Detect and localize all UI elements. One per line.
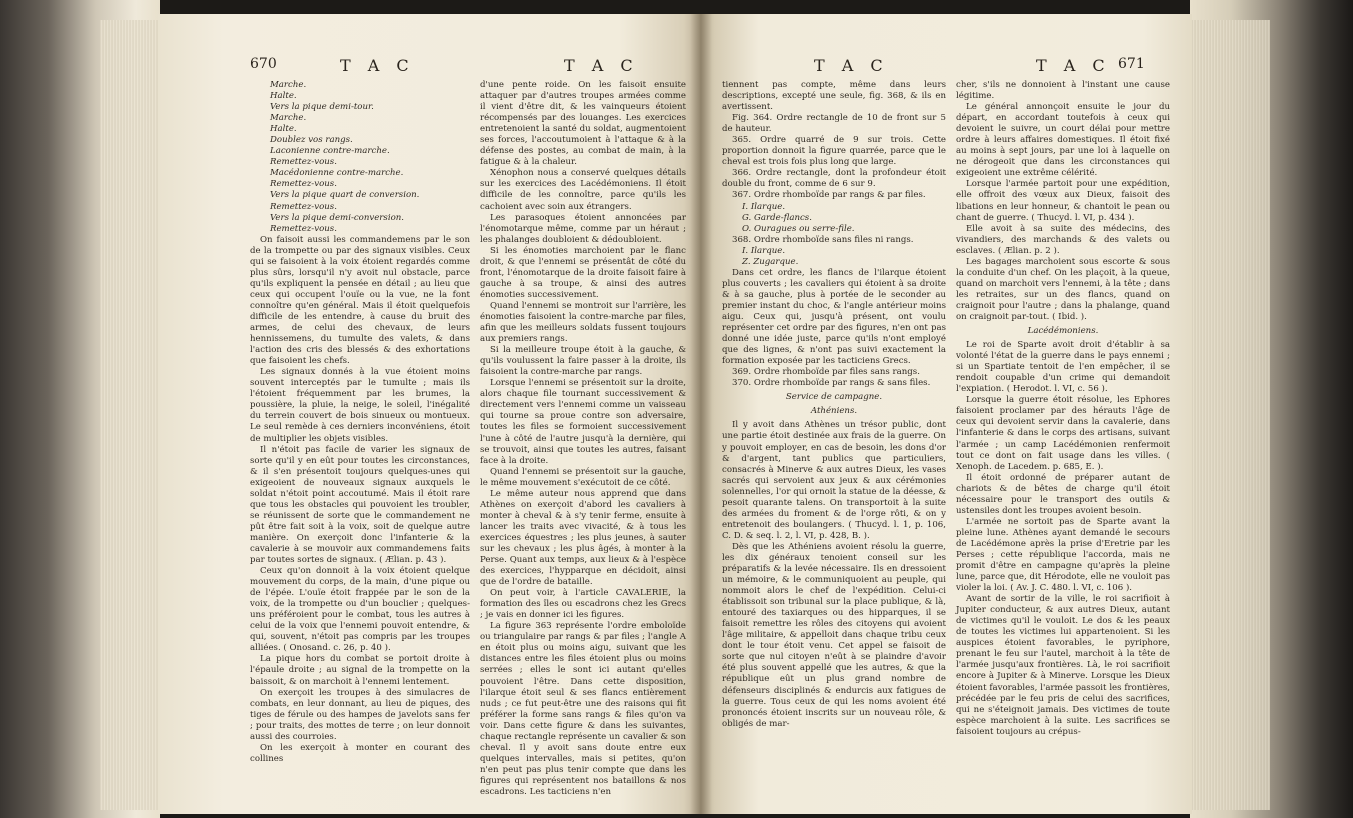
left-running-head: T A C — [340, 56, 415, 75]
paragraph: Le roi de Sparte avoit droit d'établir à sa volonté l'état de la guerre dans le pays ennemi ; si un Spartiate tentoit de l'en empêcher, il se rendoit coupable d'un crime qui demandoit l'expiation. ( Herodot. l. VI, c. 56 ). — [956, 340, 1170, 395]
right-running-head-left: T A C — [814, 56, 889, 75]
paragraph: Les parasoques étoient annoncées par l'énomotarque même, comme par un héraut ; les phalanges doubloient & dédoubloient. — [480, 212, 686, 245]
page-edges-right — [1180, 20, 1270, 810]
paragraph: Le général annonçoit ensuite le jour du départ, en accordant toutefois à ceux qui devoient le suivre, un court délai pour mettre ordre à leurs affaires domestiques. Il étoit fixé au moins à sept jours, par une loi à laquelle on ne dérogeoit que dans les circonstances qui exigeoient une extrême célérité. — [956, 102, 1170, 179]
paragraph: Le même auteur nous apprend que dans Athènes on exerçoit d'abord les cavaliers à monter à cheval & à s'y tenir ferme, ensuite à lancer les traits avec vivacité, & à tous les exercices équestres ; les plus jeunes, à sauter sur les chevaux ; les plus âgés, à monter à la Perse. Quant aux temps, aux lieux & à l'espèce des exercices, l'hypparque en décidoit, ainsi que de l'ordre de bataille. — [480, 488, 686, 588]
command-line: Marche. — [270, 113, 307, 124]
right-page — [700, 14, 1192, 814]
left-running-head-right: T A C — [564, 56, 639, 75]
paragraph: 367. Ordre rhomboïde par rangs & par files. — [732, 190, 926, 201]
paragraph: Elle avoit à sa suite des médecins, des vivandiers, des marchands & des valets ou esclaves. ( Ælian. p. 2 ). — [956, 223, 1170, 256]
section-heading: Service de campagne. — [785, 392, 883, 403]
paragraph: Les signaux donnés à la vue étoient moins souvent interceptés par le tumulte ; mais ils l'étoient fréquemment par les brumes, la poussière, la pluie, la neige, le soleil, l'inégalité du terrein couvert de bois sinueux ou montueux. Le seul remède à ces derniers inconvéniens, étoit de multiplier les objets visibles. — [250, 367, 470, 444]
paragraph: d'une pente roide. On les faisoit ensuite attaquer par d'autres troupes armées comme il vient d'être dit, & les vainqueurs étoient récompensés par des louanges. Les exercices entretenoient la santé du soldat, augmentoient ses forces, l'accoutumoient à l'attaque & à la défense des postes, au combat de main, à la fatigue & à la chaleur. — [480, 80, 686, 168]
book-gutter — [690, 14, 712, 814]
command-line: G. Garde-flancs. — [742, 212, 812, 223]
paragraph: Avant de sortir de la ville, le roi sacrifioit à Jupiter conducteur, & aux autres Dieux, autant de victimes qu'il le vouloit. Le dos & les peaux de toutes les victimes lui appartenoient. Si les auspices étoient favorables, le pyriphore, prenant le feu sur l'autel, marchoit à la tête de l'armée jusqu'aux frontières. Là, le roi sacrifioit encore à Jupiter & à Minerve. Lorsque les Dieux étoient favorables, l'armée passoit les frontières, précédée par le feu pris de celui des sacrifices, qui ne s'éteignoit jamais. Des victimes de toute espèce marchoient à la suite. Les sacrifices se faisoient toujours au crépus- — [956, 594, 1170, 737]
section-heading: Athéniens. — [810, 406, 858, 417]
command-line: Z. Zugarque. — [742, 256, 799, 267]
section-heading: Lacédémoniens. — [1027, 326, 1099, 337]
command-line: Remettez-vous. — [270, 223, 337, 234]
paragraph: On faisoit aussi les commandemens par le son de la trompette ou par des signaux visibles. Ceux qui se faisoient à la voix étoient regardés comme plus sûrs, lorsqu'il n'y avoit nul obstacle, parce qu'ils expliquent la pensée en détail ; au lieu que ceux qui occupent l'ouïe ou la vue, ne la font connoître qu'en général. Mais il étoit quelquefois difficile de les entendre, à cause du bruit des armes, de celui des chevaux, de leurs hennissemens, du tumulte des valets, & dans l'action des cris des blessés & des exhortations que faisoient les chefs. — [250, 234, 470, 367]
command-line: Marche. — [270, 80, 307, 90]
command-line: Vers la pique demi-tour. — [270, 102, 374, 113]
paragraph: Ceux qu'on donnoit à la voix étoient quelque mouvement du corps, de la main, d'une pique ou de l'épée. L'ouïe étoit frappée par le son de la voix, de la trompette ou d'un bouclier ; quelques-uns préféroient pour le combat, tous les autres à celui de la voix que l'ennemi pouvoit entendre, & qui, souvent, n'étoit pas compris par les troupes alliées. ( Onosand. c. 26, p. 40 ). — [250, 566, 470, 654]
left-page-column-1 — [250, 80, 470, 765]
paragraph: On les exerçoit à monter en courant des collines — [250, 742, 470, 764]
paragraph: Il n'étoit pas facile de varier les signaux de sorte qu'il y en eût pour toutes les circonstances, & il s'en présentoit toujours quelques-unes qui exigeoient de nouveaux signaux auxquels le soldat n'étoit point accoutumé. Mais il étoit rare que tous les obstacles qui pouvoient les troubler, se réunissent de sorte que le commandement ne pût être fait soit à la voix, soit de quelque autre manière. On exerçoit donc l'infanterie & la cavalerie à se mouvoir aux commandemens faits par toutes sortes de signaux. ( Ælian. p. 43 ). — [250, 444, 470, 566]
paragraph: Il étoit ordonné de préparer autant de chariots & de bêtes de charge qu'il étoit nécessaire pour le transport des outils & ustensiles dont les troupes avoient besoin. — [956, 472, 1170, 516]
left-page-header — [158, 56, 700, 78]
command-line: Halte. — [270, 124, 297, 135]
paragraph: Quand l'ennemi se montroit sur l'arrière, les énomoties faisoient la contre-marche par files, afin que les meilleurs soldats fussent toujours aux premiers rangs. — [480, 300, 686, 345]
paragraph: Quand l'ennemi se présentoit sur la gauche, le même mouvement s'exécutoit de ce côté. — [480, 466, 686, 488]
paragraph: Il y avoit dans Athènes un trésor public, dont une partie étoit destinée aux frais de la guerre. On y pouvoit employer, en cas de besoin, les dons d'or & d'argent, tant publics que particuliers, consacrés à Minerve & aux autres Dieux, les vases sacrés qui servoient aux jeux & aux cérémonies solennelles, l'or qui ornoit la statue de la déesse, & pesoit quarante talens. On transportoit à la suite des armées du froment & de l'orge rôti, & on y entretenoit des boulangers. ( Thucyd. l. 1, p. 106, C. D. & seq. l. 2, l. VI, p. 428, B. ). — [722, 420, 946, 541]
paragraph: Si les énomoties marchoient par le flanc droit, & que l'ennemi se présentât de côté du front, l'énomotarque de la droite faisoit faire à gauche à sa troupe, & ainsi des autres énomoties successivement. — [480, 245, 686, 300]
right-page-number: 671 — [1118, 56, 1145, 72]
command-line: Doublez vos rangs. — [270, 135, 353, 146]
command-line: Remettez-vous. — [270, 179, 337, 190]
right-page-column-2 — [956, 80, 1170, 738]
paragraph: 368. Ordre rhomboïde sans files ni rangs. — [732, 234, 914, 245]
paragraph: Si la meilleure troupe étoit à la gauche, & qu'ils voulussent la faire passer à la droite, ils faisoient la contre-marche par rangs. — [480, 345, 686, 378]
command-line: Vers la pique demi-conversion. — [270, 212, 405, 223]
right-page-header — [700, 56, 1192, 78]
paragraph: La pique hors du combat se portoit droite à l'épaule droite ; au signal de la trompette on la baissoit, & on marchoit à l'ennemi lentement. — [250, 654, 470, 687]
command-line: I. Ilarque. — [742, 245, 786, 256]
command-line: Remettez-vous. — [270, 157, 337, 168]
paragraph: cher, s'ils ne donnoient à l'instant une cause légitime. — [956, 80, 1170, 102]
paragraph: Les bagages marchoient sous escorte & sous la conduite d'un chef. On les plaçoit, à la queue, quand on marchoit vers l'ennemi, à la tête ; dans les retraites, sur un des flancs, quand on craignoit pour l'autre ; dans la phalange, quand on craignoit par-tout. ( Ibid. ). — [956, 256, 1170, 322]
command-line: Macédonienne contre-marche. — [270, 168, 404, 179]
paragraph: Lorsque l'armée partoit pour une expédition, elle offroit des vœux aux Dieux, faisoit des libations en leur honneur, & chantoit le pean ou chant de guerre. ( Thucyd. l. VI, p. 434 ). — [956, 179, 1170, 223]
paragraph: tiennent pas compte, même dans leurs descriptions, excepté une seule, fig. 368, & ils en avertissent. — [722, 80, 946, 113]
paragraph: 366. Ordre rectangle, dont la profondeur étoit double du front, comme de 6 sur 9. — [722, 168, 946, 190]
paragraph: Dès que les Athéniens avoient résolu la guerre, les dix généraux tenoient conseil sur les préparatifs & la levée nécessaire. Ils en dressoient un mémoire, & le communiquoient au peuple, qui nommoit alors le chef de l'expédition. Celui-ci établissoit son tribunal sur la place publique, & là, entouré des taxiarques ou des hipparques, il se faisoit remettre les rôles des citoyens qui avoient l'âge militaire, & appelloit dans chaque tribu ceux dont le tour étoit venu. Cet appel se faisoit de sorte que nul citoyen n'eût à se plaindre d'avoir été plus souvent appellé que les autres, & que la république eût un plus grand nombre de défenseurs disciplinés & endurcis aux fatigues de la guerre. Tous ceux de qui les noms avoient été prononcés étoient inscrits sur un nouveau rôle, & obligés de mar- — [722, 541, 946, 729]
command-line: Vers la pique quart de conversion. — [270, 190, 420, 201]
command-line: I. Ilarque. — [742, 201, 786, 212]
left-page-column-2 — [480, 80, 686, 798]
paragraph: La figure 363 représente l'ordre emboloïde ou triangulaire par rangs & par files ; l'angle A en étoit plus ou moins aigu, suivant que les distances entre les files étoient plus ou moins serrées ; elles le sont ici autant qu'elles pouvoient l'être. Dans cette disposition, l'ilarque étoit seul & ses flancs entièrement nuds ; ce fut peut-être une des raisons qui fit préférer la forme sans rangs & files qu'on va voir. Dans cette figure & dans les suivantes, chaque rectangle représente un cavalier & son cheval. Il y avoit sans doute entre eux quelques intervalles, mais si petites, qu'on n'en peut pas plus tenir compte que dans les figures qui représentent nos bataillons & nos escadrons. Les tacticiens n'en — [480, 621, 686, 797]
paragraph: 365. Ordre quarré de 9 sur trois. Cette proportion donnoit la figure quarrée, parce que le cheval est trois fois plus long que large. — [722, 135, 946, 168]
paragraph: On exerçoit les troupes à des simulacres de combats, en leur donnant, au lieu de piques, des tiges de férule ou des hampes de javelots sans fer ; pour traits, des mottes de terre ; on leur donnoit aussi des courroies. — [250, 687, 470, 742]
paragraph: Lorsque la guerre étoit résolue, les Ephores faisoient proclamer par des hérauts l'âge de ceux qui devoient servir dans la cavalerie, dans l'infanterie & dans le corps des artisans, suivant l'armée ; un camp Lacédémonien renfermoit tout ce dont on fait usage dans les villes. ( Xenoph. de Lacedem. p. 685, E. ). — [956, 395, 1170, 472]
paragraph: Lorsque l'ennemi se présentoit sur la droite, alors chaque file tournant successivement & directement vers l'ennemi comme un vaisseau qui tourne sa proue contre son adversaire, toutes les files se formoient successivement l'une à côté de l'autre jusqu'à la dernière, qui se trouvoit, ainsi que toutes les autres, faisant face à la droite. — [480, 378, 686, 466]
command-line: O. Ouragues ou serre-file. — [742, 223, 855, 234]
right-running-head: T A C — [1036, 56, 1111, 75]
command-line: Remettez-vous. — [270, 201, 337, 212]
paragraph: Dans cet ordre, les flancs de l'ilarque étoient plus couverts ; les cavaliers qui étoient à sa droite & à sa gauche, plus à portée de le seconder au premier instant du choc, & l'angle antérieur moins aigu. Ceux qui, jusqu'à présent, ont voulu représenter cet ordre par des figures, n'en ont pas donné une idée juste, parce qu'ils n'ont employé que des lignes, & n'ont pas suivi exactement la formation exposée par les tacticiens Grecs. — [722, 267, 946, 367]
paragraph: Fig. 364. Ordre rectangle de 10 de front sur 5 de hauteur. — [722, 113, 946, 135]
command-line: Laconienne contre-marche. — [270, 146, 390, 157]
command-line: Halte. — [270, 91, 297, 102]
right-page-column-1 — [722, 80, 946, 730]
left-page-number: 670 — [250, 56, 277, 72]
paragraph: L'armée ne sortoit pas de Sparte avant la pleine lune. Athènes ayant demandé le secours de Lacédémone après la prise d'Eretrie par les Perses ; cette république l'accorda, mais ne promit d'être en campagne qu'après la pleine lune, parce que, dit Hérodote, elle ne vouloit pas violer la loi. ( Av. J. C. 480. l. VI, c. 106 ). — [956, 516, 1170, 594]
paragraph: 370. Ordre rhomboïde par rangs & sans files. — [732, 378, 931, 389]
paragraph: Xénophon nous a conservé quelques détails sur les exercices des Lacédémoniens. Il étoit difficile de les connoître, parce qu'ils les cachoient avec soin aux étrangers. — [480, 168, 686, 212]
paragraph: 369. Ordre rhomboïde par files sans rangs. — [732, 367, 920, 378]
paragraph: On peut voir, à l'article CAVALERIE, la formation des îles ou escadrons chez les Grecs ; je vais en donner ici les figures. — [480, 588, 686, 621]
left-page — [158, 14, 700, 814]
